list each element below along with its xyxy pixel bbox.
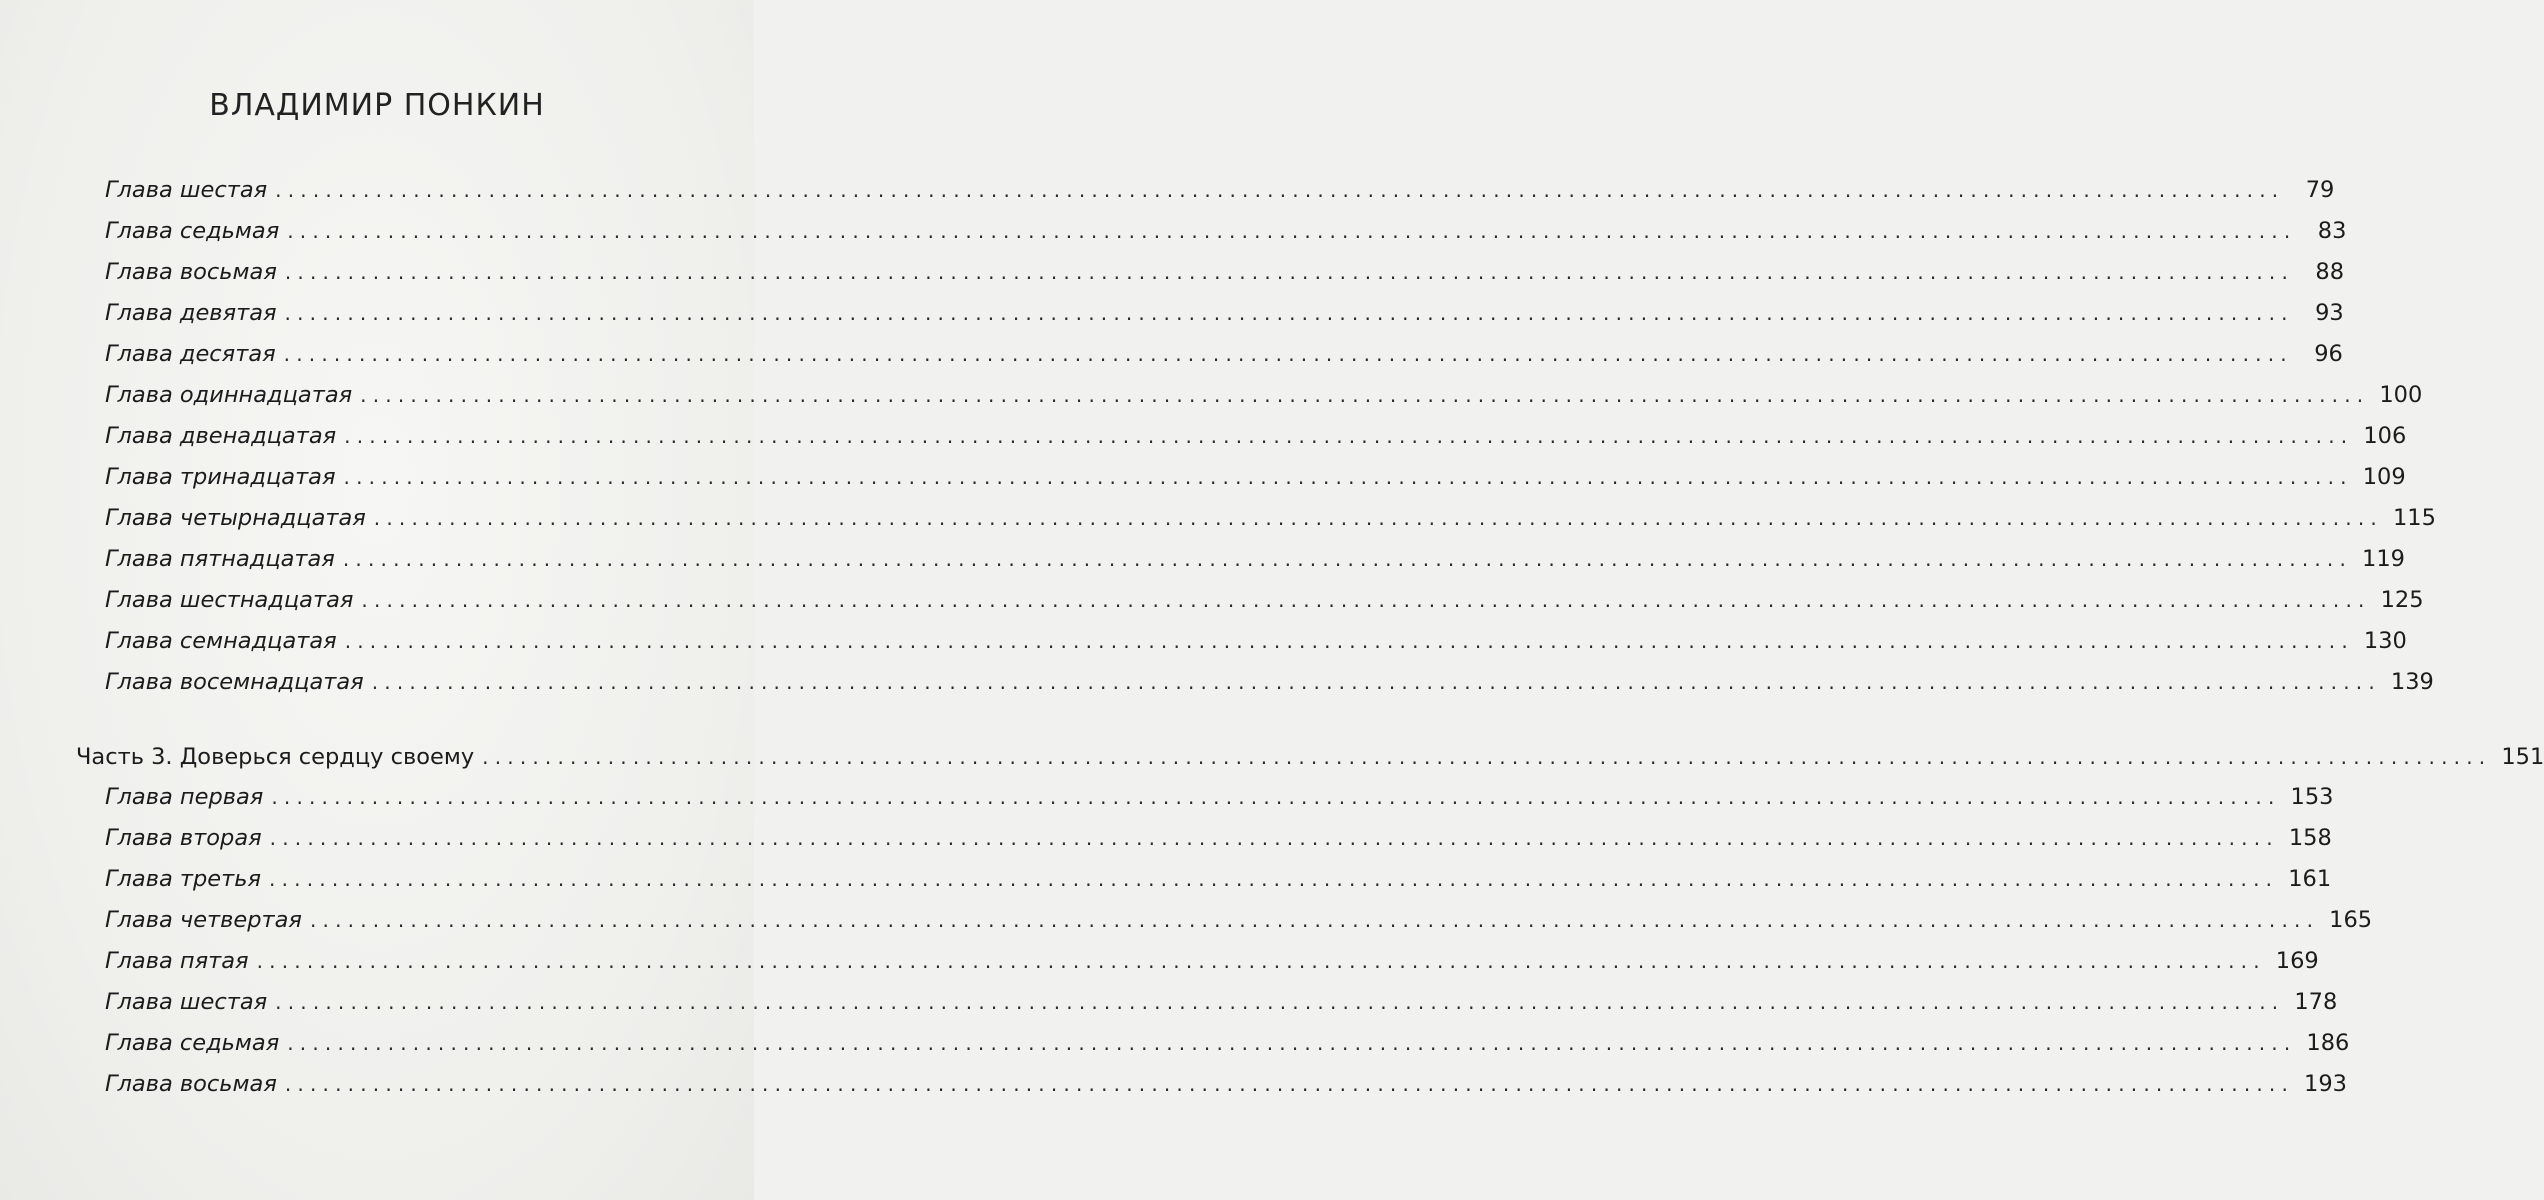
toc-leader-dots: ................................................................................................................................................................: [371, 670, 2381, 694]
toc-entry-label: Глава девятая: [105, 300, 277, 326]
toc-leader-dots: ................................................................................................................................................................: [269, 826, 2279, 850]
toc-entry-label: Глава десятая: [105, 341, 276, 367]
toc-entry: [105, 544, 2405, 574]
toc-entry-label: Глава седьмая: [105, 218, 280, 244]
toc-entry-label: Глава шестая: [105, 989, 268, 1015]
toc-entry-label: Глава семнадцатая: [105, 628, 337, 654]
toc-entry: [105, 462, 2406, 492]
toc-page-number: 100: [2379, 382, 2423, 408]
toc-entry-label: Глава четвертая: [105, 907, 302, 933]
toc-page-number: 96: [2314, 341, 2343, 367]
toc-page-number: 115: [2392, 505, 2436, 531]
running-header: ВЛАДИМИР ПОНКИН: [209, 88, 545, 123]
toc-page-number: 161: [2288, 866, 2332, 892]
toc-entry-label: Глава шестнадцатая: [105, 587, 354, 613]
toc-entry: [105, 257, 2345, 287]
toc-entry: [105, 1069, 2347, 1099]
toc-entry: [105, 421, 2407, 451]
toc-page-number: 139: [2390, 669, 2434, 695]
toc-entry-label: Глава вторая: [105, 825, 262, 851]
toc-entry-label: Глава первая: [105, 784, 264, 810]
toc-entry-label: Глава двенадцатая: [105, 423, 337, 449]
toc-leader-dots: ................................................................................................................................................................: [284, 1072, 2295, 1096]
toc-entry-label: Глава одиннадцатая: [105, 382, 353, 408]
toc-leader-dots: ................................................................................................................................................................: [283, 342, 2293, 366]
toc-entry: [105, 175, 2335, 205]
toc-entry-label: Глава восемнадцатая: [105, 669, 364, 695]
toc-entry: [105, 823, 2332, 853]
toc-page-number: 88: [2315, 259, 2345, 285]
toc-entry-label: Глава седьмая: [105, 1030, 280, 1056]
toc-page-number: 130: [2363, 628, 2407, 654]
toc-entry-label: Глава четырнадцатая: [105, 505, 366, 531]
toc-entry: [105, 585, 2424, 615]
toc-leader-dots: ................................................................................................................................................................: [275, 990, 2285, 1014]
toc-leader-dots: ................................................................................................................................................................: [275, 178, 2285, 202]
toc-entry-label: Глава пятнадцатая: [105, 546, 335, 572]
toc-page-number: 109: [2362, 464, 2406, 490]
toc-page-number: 153: [2290, 784, 2334, 810]
toc-entry: [105, 905, 2373, 935]
toc-page-number: 169: [2275, 948, 2319, 974]
toc-entry: [105, 667, 2434, 697]
toc-entry: [105, 380, 2423, 410]
toc-leader-dots: ................................................................................................................................................................: [360, 383, 2370, 407]
toc-page-number: 165: [2329, 907, 2373, 933]
toc-part-label: Часть 3. Доверься сердцу своему: [76, 744, 475, 770]
toc-leader-dots: ................................................................................................................................................................: [373, 506, 2383, 530]
toc-entry-label: Глава восьмая: [105, 259, 277, 285]
toc-entry: [105, 216, 2347, 246]
toc-entry-label: Глава восьмая: [105, 1071, 277, 1097]
toc-leader-dots: ................................................................................................................................................................: [287, 1031, 2297, 1055]
toc-page-number: 83: [2317, 218, 2347, 244]
toc-leader-dots: ................................................................................................................................................................: [271, 785, 2281, 809]
toc-entry-label: Глава третья: [105, 866, 262, 892]
toc-entry: [105, 503, 2436, 533]
toc-leader-dots: ................................................................................................................................................................: [284, 301, 2294, 325]
toc-leader-dots: ................................................................................................................................................................: [361, 588, 2371, 612]
toc-page-number: 79: [2305, 177, 2335, 203]
toc-entry: [105, 946, 2319, 976]
toc-part-heading: [76, 742, 2544, 772]
toc-leader-dots: ................................................................................................................................................................: [343, 465, 2353, 489]
toc-leader-dots: ................................................................................................................................................................: [344, 424, 2354, 448]
toc-entry-label: Глава шестая: [105, 177, 268, 203]
toc-page-number: 158: [2288, 825, 2332, 851]
toc-entry: [105, 782, 2334, 812]
toc-page-number: 186: [2306, 1030, 2350, 1056]
toc-entry-label: Глава пятая: [105, 948, 249, 974]
toc-entry: [105, 864, 2332, 894]
toc-entry: [105, 1028, 2350, 1058]
toc-entry: [105, 626, 2407, 656]
toc-leader-dots: ................................................................................................................................................................: [287, 219, 2297, 243]
toc-entry: [105, 987, 2338, 1017]
toc-page-number: 106: [2363, 423, 2407, 449]
toc-page-number: 93: [2315, 300, 2344, 326]
toc-leader-dots: ................................................................................................................................................................: [344, 629, 2354, 653]
toc-leader-dots: ................................................................................................................................................................: [269, 867, 2279, 891]
toc-page-number: 125: [2380, 587, 2424, 613]
toc-page-number: 193: [2304, 1071, 2347, 1097]
toc-leader-dots: ................................................................................................................................................................: [482, 745, 2492, 769]
toc-page-number: 178: [2294, 989, 2338, 1015]
toc-leader-dots: ................................................................................................................................................................: [256, 949, 2266, 973]
toc-page-number: 151: [2501, 744, 2544, 770]
toc-entry-label: Глава тринадцатая: [105, 464, 336, 490]
toc-leader-dots: ................................................................................................................................................................: [309, 908, 2320, 932]
toc-entry: [105, 298, 2344, 328]
toc-entry: [105, 339, 2343, 369]
toc-page-number: 119: [2362, 546, 2405, 572]
toc-leader-dots: ................................................................................................................................................................: [342, 547, 2353, 571]
toc-leader-dots: ................................................................................................................................................................: [284, 260, 2295, 284]
